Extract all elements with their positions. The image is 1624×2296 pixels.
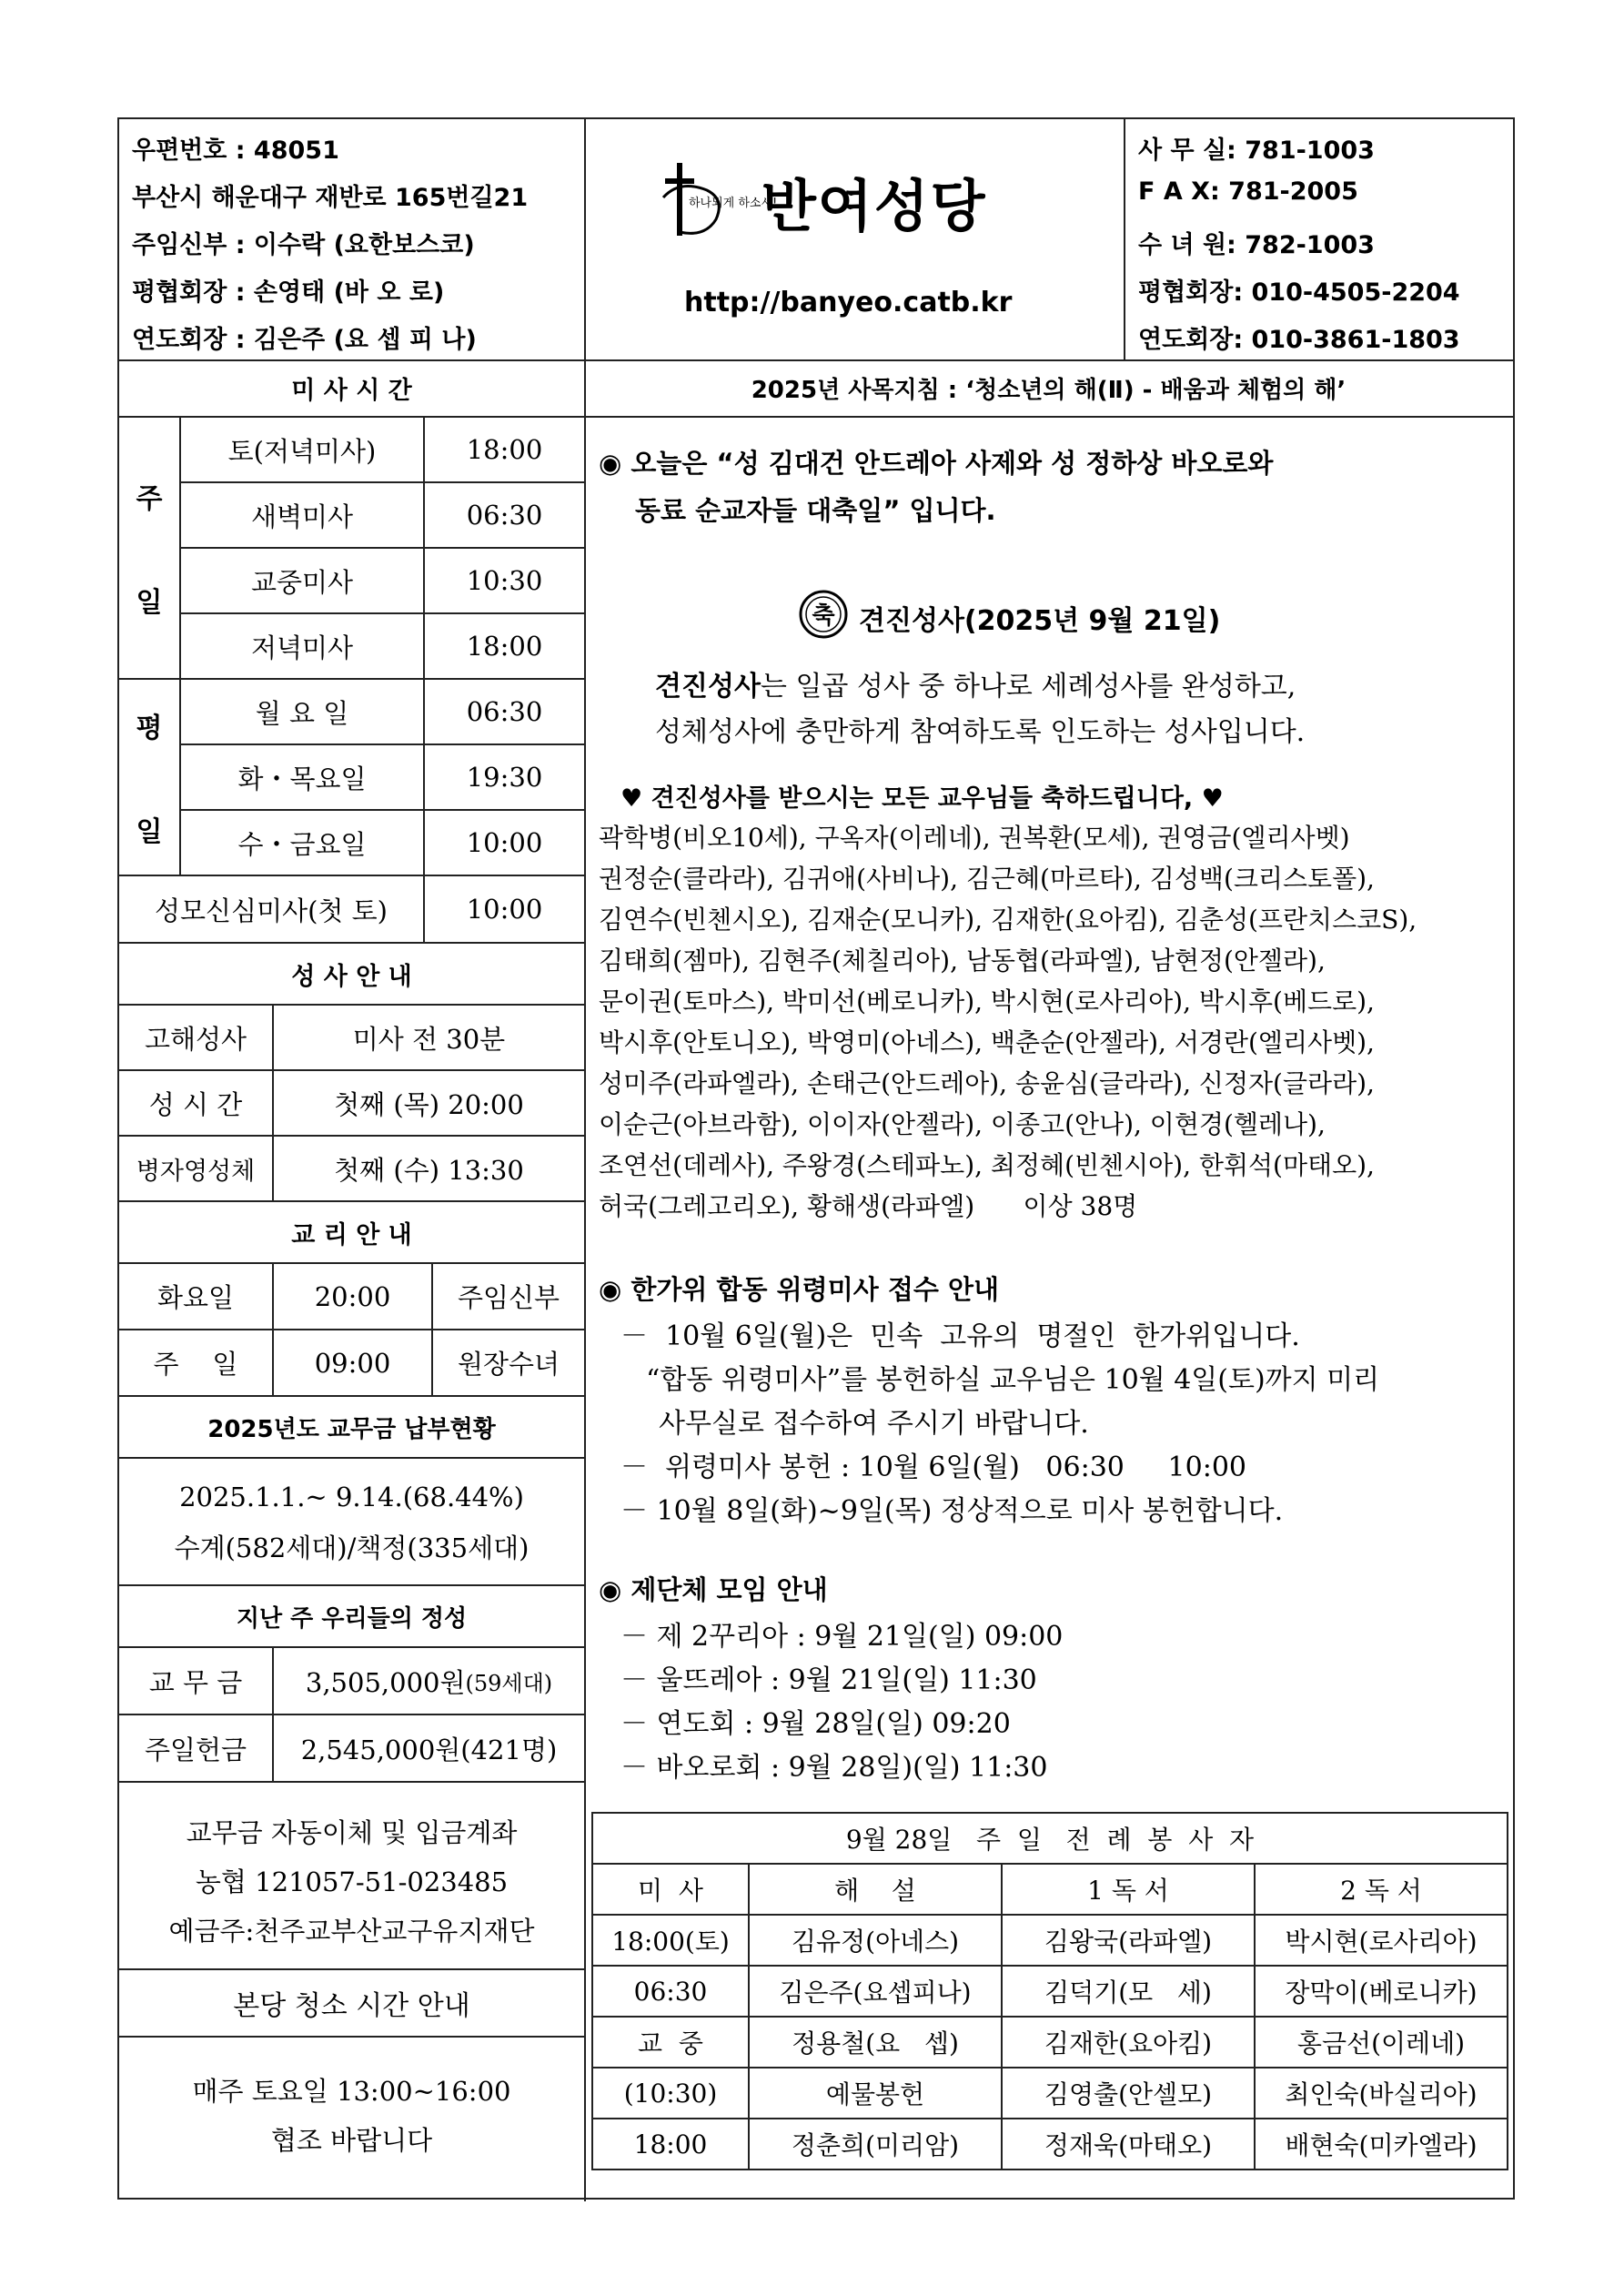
today-notice-line1: ◉ 오늘은 “성 김대건 안드레아 사제와 성 정하상 바오로와 bbox=[599, 448, 1274, 479]
confirmand-names-line: 곽학병(비오10세), 구옥자(이레네), 권복환(모세), 권영금(엘리사벳) bbox=[599, 823, 1350, 853]
servers-commentator: 김유정(아네스) bbox=[749, 1915, 1002, 1966]
catechism-teacher: 원장수녀 bbox=[433, 1330, 584, 1397]
catechism-table bbox=[119, 1264, 584, 1397]
contact-info bbox=[1124, 119, 1513, 359]
parish-logo bbox=[652, 154, 778, 245]
servers-commentator: 정용철(요 셉) bbox=[749, 2017, 1002, 2068]
servers-mass: 18:00 bbox=[592, 2119, 749, 2170]
servers-commentator: 김은주(요셉피나) bbox=[749, 1966, 1002, 2017]
mass-time: 19:30 bbox=[425, 745, 584, 811]
sacrament-name: 병자영성체 bbox=[119, 1137, 274, 1202]
account-holder: 예금주:천주교부산교구유지재단 bbox=[168, 1915, 535, 1947]
account-info bbox=[119, 1783, 584, 1970]
sacrament-name: 고해성사 bbox=[119, 1006, 274, 1071]
confirmation-desc-line1 bbox=[655, 663, 1296, 703]
offering-amount-cell bbox=[274, 1648, 584, 1715]
offerings-table bbox=[119, 1648, 584, 1783]
liturgy-servers-table bbox=[591, 1812, 1508, 2170]
catechism-title: 교 리 안 내 bbox=[119, 1202, 584, 1264]
servers-reader1: 김재한(요아킴) bbox=[1002, 2017, 1255, 2068]
servers-commentator: 정춘희(미리암) bbox=[749, 2119, 1002, 2170]
sacrament-value: 첫째 (목) 20:00 bbox=[274, 1071, 584, 1137]
servers-header: 미 사 bbox=[592, 1864, 749, 1915]
group-meeting-line: － 울뜨레아 : 9월 21일(일) 11:30 bbox=[620, 1664, 1037, 1696]
badge-text: 축 bbox=[812, 602, 835, 630]
weekday-label-2: 일 bbox=[136, 816, 163, 848]
confirmand-names-line: 문이권(토마스), 박미선(베로니카), 박시현(로사리아), 박시후(베드로), bbox=[599, 986, 1375, 1017]
servers-reader2: 배현숙(미카엘라) bbox=[1255, 2119, 1508, 2170]
servers-mass: 06:30 bbox=[592, 1966, 749, 2017]
offering-amount: 3,505,000원 bbox=[305, 1666, 466, 1698]
confirmation-desc-rest: 는 일곱 성사 중 하나로 세례성사를 완성하고, bbox=[760, 671, 1296, 703]
left-column bbox=[119, 359, 586, 2201]
mass-time: 10:30 bbox=[425, 549, 584, 614]
confirmand-names-line: 김연수(빈첸시오), 김재순(모니카), 김재한(요아킴), 김춘성(프란치스코S), bbox=[599, 905, 1417, 935]
servers-reader1: 정재욱(마태오) bbox=[1002, 2119, 1255, 2170]
sacraments-title: 성 사 안 내 bbox=[119, 944, 584, 1006]
ladies-president: 연도회장 : 김은주 (요 셉 피 나) bbox=[132, 326, 477, 354]
parish-name: 반여성당 bbox=[762, 173, 987, 239]
ladies-phone: 연도회장: 010-3861-1803 bbox=[1138, 326, 1460, 354]
servers-mass: (10:30) bbox=[592, 2068, 749, 2119]
offering-name: 교 무 금 bbox=[119, 1648, 274, 1715]
right-column bbox=[584, 359, 1513, 2201]
sacrament-value: 미사 전 30분 bbox=[274, 1006, 584, 1071]
dues-period: 2025.1.1.~ 9.14.(68.44%) bbox=[179, 1482, 524, 1512]
cleaning-time: 매주 토요일 13:00~16:00 bbox=[192, 2075, 511, 2107]
confirmation-congrats: ♥ 견진성사를 받으시는 모든 교우님들 축하드립니다, ♥ bbox=[620, 784, 1224, 813]
sacrament-value: 첫째 (수) 13:30 bbox=[274, 1137, 584, 1202]
confirmation-desc-bold: 견진성사 bbox=[655, 671, 761, 703]
cleaning-request: 협조 바랍니다 bbox=[270, 2124, 433, 2156]
today-notice-line2: 동료 순교자들 대축일” 입니다. bbox=[635, 495, 996, 526]
groups-title: ◉ 제단체 모임 안내 bbox=[599, 1574, 828, 1605]
mass-schedule bbox=[119, 418, 584, 944]
dues-status bbox=[119, 1459, 584, 1586]
group-meeting-line: － 바오로회 : 9월 28일)(일) 11:30 bbox=[620, 1752, 1048, 1784]
address: 부산시 해운대구 재반로 165번길21 bbox=[132, 184, 529, 212]
fax-number: F A X: 781-2005 bbox=[1138, 177, 1358, 206]
servers-reader2: 홍금선(이레네) bbox=[1255, 2017, 1508, 2068]
offerings-title: 지난 주 우리들의 정성 bbox=[119, 1586, 584, 1648]
confirmand-names-line: 권정순(클라라), 김귀애(사비나), 김근혜(마르타), 김성백(크리스토폴), bbox=[599, 864, 1375, 894]
group-meeting-line: － 연도회 : 9월 28일(일) 09:20 bbox=[620, 1708, 1011, 1740]
sunday-label-2: 일 bbox=[136, 587, 163, 619]
convent-phone: 수 녀 원: 782-1003 bbox=[1138, 231, 1375, 259]
table-row bbox=[592, 2119, 1508, 2170]
memorial-line: “합동 위령미사”를 봉헌하실 교우님은 10월 4일(토)까지 미리 bbox=[646, 1364, 1380, 1396]
offering-name: 주일헌금 bbox=[119, 1715, 274, 1783]
sunday-label bbox=[119, 418, 181, 680]
weekday-label-1: 평 bbox=[136, 713, 163, 744]
servers-header: 해 설 bbox=[749, 1864, 1002, 1915]
memorial-mass-title: ◉ 한가위 합동 위령미사 접수 안내 bbox=[599, 1274, 999, 1305]
mass-name: 새벽미사 bbox=[181, 483, 425, 549]
offering-amount-cell bbox=[274, 1715, 584, 1783]
weekday-label bbox=[119, 680, 181, 876]
pastor: 주임신부 : 이수락 (요한보스코) bbox=[132, 231, 475, 259]
parish-logo-icon bbox=[652, 154, 778, 245]
memorial-line: － 10월 8일(화)~9일(목) 정상적으로 미사 봉헌합니다. bbox=[620, 1495, 1284, 1527]
table-row bbox=[592, 1966, 1508, 2017]
servers-reader2: 최인숙(바실리아) bbox=[1255, 2068, 1508, 2119]
account-number: 농협 121057-51-023485 bbox=[195, 1866, 509, 1897]
servers-mass: 18:00(토) bbox=[592, 1915, 749, 1966]
mass-name: 화・목요일 bbox=[181, 745, 425, 811]
mass-time: 06:30 bbox=[425, 680, 584, 745]
table-row bbox=[592, 1915, 1508, 1966]
sunday-label-1: 주 bbox=[136, 483, 163, 515]
first-sat-mass-name: 성모신심미사(첫 토) bbox=[119, 876, 425, 944]
catechism-time: 20:00 bbox=[274, 1264, 433, 1330]
memorial-line: － 10월 6일(월)은 민속 고유의 명절인 한가위입니다. bbox=[620, 1320, 1300, 1352]
confirmand-names-line: 김태희(젬마), 김현주(체칠리아), 남동협(라파엘), 남현정(안젤라), bbox=[599, 946, 1326, 976]
council-president: 평협회장 : 손영태 (바 오 로) bbox=[132, 278, 445, 307]
memorial-line: 사무실로 접수하여 주시기 바랍니다. bbox=[659, 1408, 1089, 1440]
parish-info bbox=[119, 119, 586, 359]
servers-reader1: 김영출(안셀모) bbox=[1002, 2068, 1255, 2119]
mass-name: 저녁미사 bbox=[181, 614, 425, 680]
mass-name: 수・금요일 bbox=[181, 811, 425, 876]
mass-name: 월 요 일 bbox=[181, 680, 425, 745]
sacrament-name: 성 시 간 bbox=[119, 1071, 274, 1137]
table-row bbox=[592, 2068, 1508, 2119]
mass-times-title: 미 사 시 간 bbox=[119, 359, 584, 418]
account-title: 교무금 자동이체 및 입금계좌 bbox=[186, 1816, 518, 1848]
cleaning-title: 본당 청소 시간 안내 bbox=[119, 1970, 584, 2038]
confirmand-names-line: 성미주(라파엘라), 손태근(안드레아), 송윤심(글라라), 신정자(글라라), bbox=[599, 1068, 1375, 1098]
dues-households: 수계(582세대)/책정(335세대) bbox=[174, 1532, 530, 1563]
servers-reader2: 장막이(베로니카) bbox=[1255, 1966, 1508, 2017]
logo-text: 하나되게 하소서! bbox=[689, 197, 778, 210]
postal-code: 우편번호 : 48051 bbox=[132, 137, 339, 165]
mass-time: 18:00 bbox=[425, 614, 584, 680]
dues-title: 2025년도 교무금 납부현황 bbox=[119, 1397, 584, 1459]
mass-time: 10:00 bbox=[425, 811, 584, 876]
confirmation-title: 견진성사(2025년 9월 21일) bbox=[859, 605, 1221, 637]
bulletin-page bbox=[117, 117, 1515, 2200]
website-link[interactable]: http://banyeo.catb.kr bbox=[684, 287, 1013, 319]
confirmand-names-line: 조연선(데레사), 주왕경(스테파노), 최정혜(빈첸시아), 한휘석(마태오), bbox=[599, 1150, 1375, 1180]
servers-title: 9월 28일 주 일 전 례 봉 사 자 bbox=[592, 1813, 1508, 1864]
servers-offertory: 예물봉헌 bbox=[749, 2068, 1002, 2119]
confirmation-desc-line2: 성체성사에 충만하게 참여하도록 인도하는 성사입니다. bbox=[655, 716, 1306, 748]
servers-header: 1 독 서 bbox=[1002, 1864, 1255, 1915]
confirmand-names-line: 박시후(안토니오), 박영미(아네스), 백춘순(안젤라), 서경란(엘리사벳), bbox=[599, 1027, 1375, 1057]
mass-time: 06:30 bbox=[425, 483, 584, 549]
memorial-line: － 위령미사 봉헌 : 10월 6일(월) 06:30 10:00 bbox=[620, 1451, 1247, 1483]
mass-name: 교중미사 bbox=[181, 549, 425, 614]
parish-title-area bbox=[584, 119, 1125, 359]
servers-reader1: 김덕기(모 세) bbox=[1002, 1966, 1255, 2017]
celebration-badge-icon bbox=[798, 589, 849, 640]
group-meeting-line: － 제 2꾸리아 : 9월 21일(일) 09:00 bbox=[620, 1621, 1064, 1653]
offering-note: (421명) bbox=[460, 1734, 558, 1765]
council-phone: 평협회장: 010-4505-2204 bbox=[1138, 278, 1460, 307]
catechism-day: 주 일 bbox=[119, 1330, 274, 1397]
mass-time: 18:00 bbox=[425, 418, 584, 483]
catechism-time: 09:00 bbox=[274, 1330, 433, 1397]
pastoral-motto: 2025년 사목지침 : ‘청소년의 해(Ⅱ) - 배움과 체험의 해’ bbox=[584, 359, 1513, 418]
header bbox=[119, 119, 1513, 361]
cleaning-info bbox=[119, 2038, 584, 2201]
office-phone: 사 무 실: 781-1003 bbox=[1138, 137, 1375, 165]
offering-amount: 2,545,000원 bbox=[300, 1734, 461, 1765]
catechism-teacher: 주임신부 bbox=[433, 1264, 584, 1330]
confirmand-names-line: 이순근(아브라함), 이이자(안젤라), 이종고(안나), 이현경(헬레나), bbox=[599, 1109, 1326, 1139]
first-sat-mass-time: 10:00 bbox=[425, 876, 584, 944]
mass-name: 토(저녁미사) bbox=[181, 418, 425, 483]
sacraments-table bbox=[119, 1006, 584, 1202]
servers-reader1: 김왕국(라파엘) bbox=[1002, 1915, 1255, 1966]
confirmand-names-line: 허국(그레고리오), 황해생(라파엘) 이상 38명 bbox=[599, 1191, 1138, 1221]
servers-header: 2 독 서 bbox=[1255, 1864, 1508, 1915]
servers-mass: 교 중 bbox=[592, 2017, 749, 2068]
offering-note: (59세대) bbox=[465, 1670, 553, 1696]
catechism-day: 화요일 bbox=[119, 1264, 274, 1330]
table-row bbox=[592, 2017, 1508, 2068]
servers-reader2: 박시현(로사리아) bbox=[1255, 1915, 1508, 1966]
